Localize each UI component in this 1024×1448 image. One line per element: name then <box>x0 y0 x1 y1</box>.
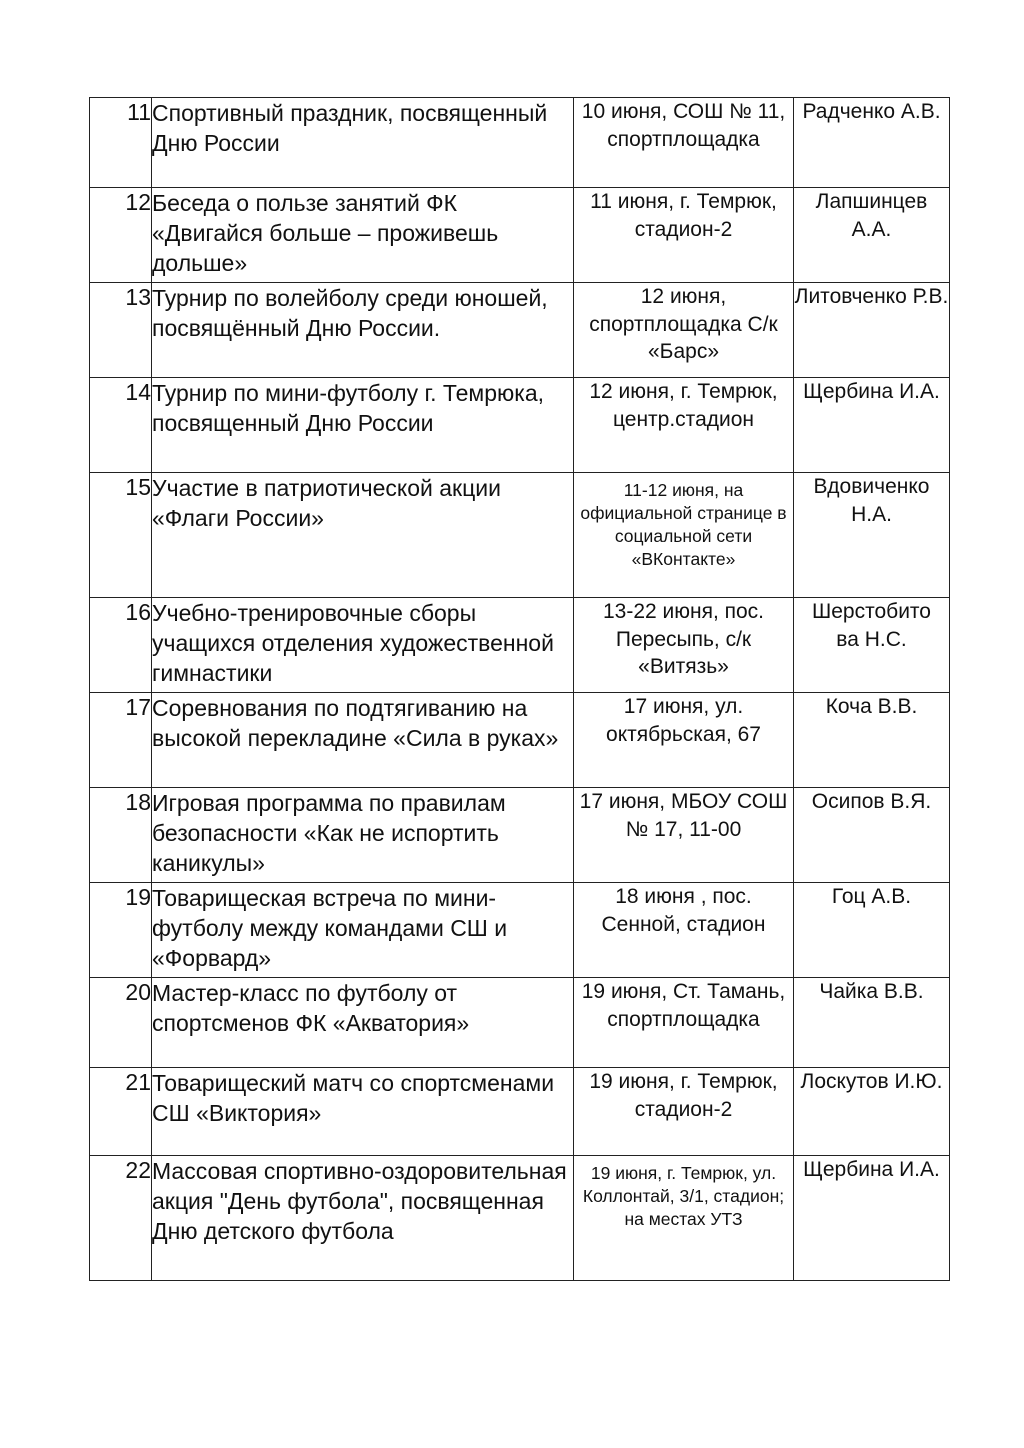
event-date-place: 17 июня, ул. октябрьская, 67 <box>574 693 794 788</box>
event-responsible: Щербина И.А. <box>794 1156 950 1281</box>
event-date-place: 11-12 июня, на официальной странице в социальной сети «ВКонтакте» <box>574 473 794 598</box>
event-name: Участие в патриотической акции «Флаги России» <box>152 473 574 598</box>
event-responsible: Чайка В.В. <box>794 978 950 1068</box>
responsible-line-1: Шерстобито <box>812 600 931 623</box>
table-row <box>90 98 950 188</box>
event-responsible: Лоскутов И.Ю. <box>794 1068 950 1156</box>
row-number: 22 <box>90 1156 152 1281</box>
event-date-place: 19 июня, г. Темрюк, стадион-2 <box>574 1068 794 1156</box>
table-row <box>90 883 950 978</box>
event-name: Учебно-тренировочные сборы учащихся отделения художественной гимнастики <box>152 598 574 693</box>
event-responsible <box>794 598 950 693</box>
table-row <box>90 693 950 788</box>
event-date-place: 13-22 июня, пос. Пересыпь, с/к «Витязь» <box>574 598 794 693</box>
table-row <box>90 1068 950 1156</box>
table-row <box>90 1156 950 1281</box>
row-number: 17 <box>90 693 152 788</box>
event-name: Спортивный праздник, посвященный Дню России <box>152 98 574 188</box>
table-row <box>90 978 950 1068</box>
event-responsible: Радченко А.В. <box>794 98 950 188</box>
responsible-line-2: ва Н.С. <box>836 627 907 651</box>
event-date-place: 12 июня, г. Темрюк, центр.стадион <box>574 378 794 473</box>
event-name: Товарищеский матч со спортсменами СШ «Виктория» <box>152 1068 574 1156</box>
events-table <box>89 97 950 1281</box>
event-date-place: 10 июня, СОШ № 11, спортплощадка <box>574 98 794 188</box>
event-date-place: 17 июня, МБОУ СОШ № 17, 11-00 <box>574 788 794 883</box>
row-number: 11 <box>90 98 152 188</box>
event-date-place: 18 июня , пос. Сенной, стадион <box>574 883 794 978</box>
event-date-place: 19 июня, Ст. Тамань, спортплощадка <box>574 978 794 1068</box>
table-row <box>90 788 950 883</box>
event-responsible: Вдовиченко Н.А. <box>794 473 950 598</box>
event-name: Массовая спортивно-оздоровительная акция "День футбола", посвященная Дню детского футбола <box>152 1156 574 1281</box>
event-responsible: Гоц А.В. <box>794 883 950 978</box>
event-name: Беседа о пользе занятий ФК «Двигайся больше – проживешь дольше» <box>152 188 574 283</box>
event-responsible: Осипов В.Я. <box>794 788 950 883</box>
event-name: Соревнования по подтягиванию на высокой перекладине «Сила в руках» <box>152 693 574 788</box>
event-name: Мастер-класс по футболу от спортсменов ФК «Акватория» <box>152 978 574 1068</box>
table-row <box>90 283 950 378</box>
row-number: 16 <box>90 598 152 693</box>
event-date-place: 19 июня, г. Темрюк, ул. Коллонтай, 3/1, стадион; на местах УТЗ <box>574 1156 794 1281</box>
table-row <box>90 378 950 473</box>
row-number: 14 <box>90 378 152 473</box>
event-responsible: Коча В.В. <box>794 693 950 788</box>
event-responsible: Литовченко Р.В. <box>794 283 950 378</box>
row-number: 18 <box>90 788 152 883</box>
event-date-place: 12 июня, спортплощадка С/к «Барс» <box>574 283 794 378</box>
event-name: Товарищеская встреча по мини-футболу между командами СШ и «Форвард» <box>152 883 574 978</box>
row-number: 21 <box>90 1068 152 1156</box>
table-row <box>90 473 950 598</box>
row-number: 12 <box>90 188 152 283</box>
event-responsible: Щербина И.А. <box>794 378 950 473</box>
event-name: Турнир по волейболу среди юношей, посвящённый Дню России. <box>152 283 574 378</box>
row-number: 20 <box>90 978 152 1068</box>
row-number: 13 <box>90 283 152 378</box>
event-responsible: Лапшинцев А.А. <box>794 188 950 283</box>
event-date-place: 11 июня, г. Темрюк, стадион-2 <box>574 188 794 283</box>
row-number: 15 <box>90 473 152 598</box>
table-row <box>90 598 950 693</box>
table-row <box>90 188 950 283</box>
row-number: 19 <box>90 883 152 978</box>
event-name: Игровая программа по правилам безопасности «Как не испортить каникулы» <box>152 788 574 883</box>
event-name: Турнир по мини-футболу г. Темрюка, посвященный Дню России <box>152 378 574 473</box>
